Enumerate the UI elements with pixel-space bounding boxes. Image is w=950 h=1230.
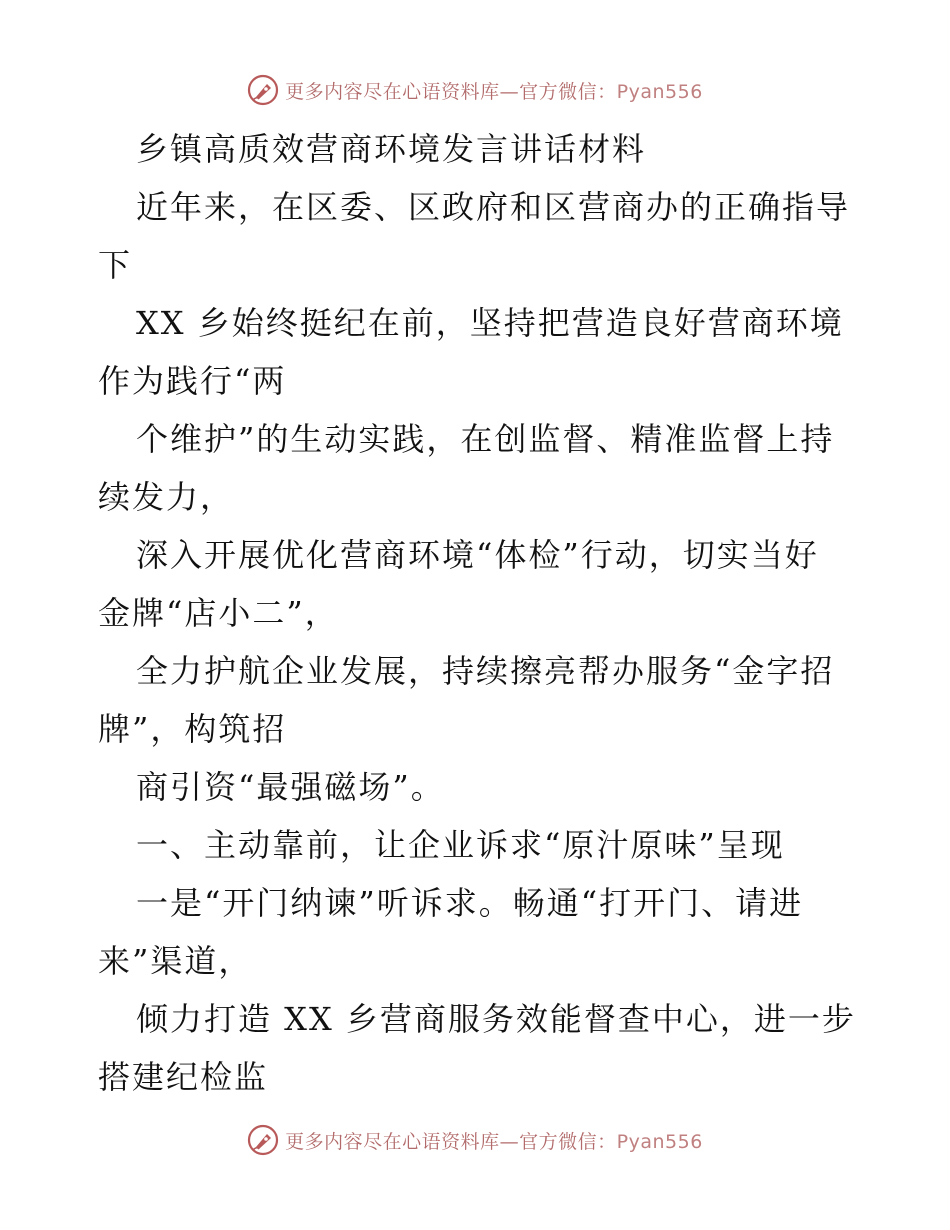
pen-nib-logo-icon	[247, 74, 279, 106]
paragraph-line: 作为践行“两	[98, 362, 287, 400]
paragraph-line: 深入开展优化营商环境“体检”行动，切实当好	[136, 536, 819, 574]
paragraph-line: 近年来，在区委、区政府和区营商办的正确指导	[136, 188, 851, 226]
section-heading: 一、主动靠前，让企业诉求“原汁原味”呈现	[136, 826, 785, 864]
watermark-wechat-id: Pyan556	[616, 80, 703, 103]
paragraph-line: 一是“开门纳谏”听诉求。畅通“打开门、请进	[136, 884, 804, 922]
watermark-wechat-id: Pyan556	[616, 1130, 703, 1153]
paragraph-line: 全力护航企业发展，持续擦亮帮办服务“金字招	[136, 652, 835, 690]
document-body	[98, 120, 858, 1106]
watermark-banner-top	[0, 70, 950, 110]
document-title: 乡镇高质效营商环境发言讲话材料	[136, 130, 647, 168]
paragraph-line: 倾力打造 XX 乡营商服务效能督查中心，进一步	[136, 1000, 856, 1038]
paragraph-line: 下	[98, 246, 133, 284]
paragraph-line: 个维护”的生动实践，在创监督、精准监督上持	[136, 420, 835, 458]
watermark-banner-bottom	[0, 1120, 950, 1160]
pen-nib-logo-icon	[247, 1124, 279, 1156]
paragraph-line: 商引资“最强磁场”。	[136, 768, 445, 806]
paragraph-line: 来”渠道，	[98, 942, 253, 980]
watermark-text: 更多内容尽在心语资料库—官方微信：	[285, 1130, 617, 1153]
paragraph-line: 续发力，	[98, 478, 235, 516]
paragraph-line: 牌”，构筑招	[98, 710, 287, 748]
paragraph-line: 金牌“店小二”，	[98, 594, 339, 632]
watermark-text: 更多内容尽在心语资料库—官方微信：	[285, 80, 617, 103]
paragraph-line: 搭建纪检监	[98, 1058, 269, 1096]
paragraph-line: XX 乡始终挺纪在前，坚持把营造良好营商环境	[136, 304, 844, 342]
